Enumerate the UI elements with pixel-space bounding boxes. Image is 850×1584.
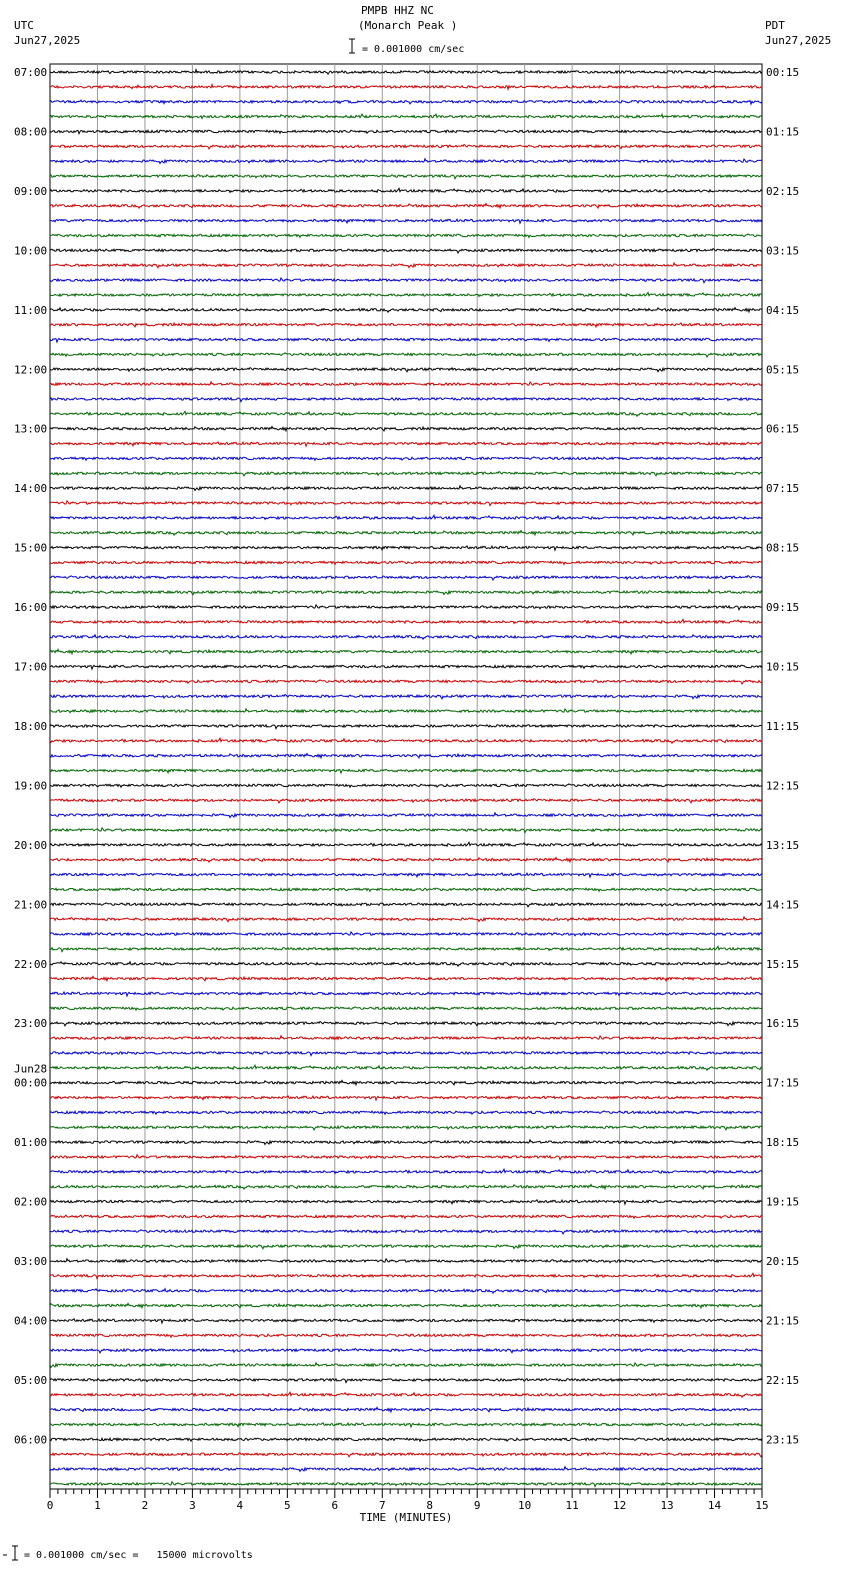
trace <box>50 1036 762 1040</box>
trace <box>50 754 762 758</box>
plot-frame <box>50 64 762 1489</box>
utc-hour-label: 21:00 <box>14 898 48 912</box>
trace <box>50 278 762 283</box>
pdt-hour-label: 21:15 <box>766 1314 800 1328</box>
grid <box>50 64 762 1489</box>
x-tick-label: 14 <box>707 1499 722 1512</box>
utc-hour-label: 04:00 <box>14 1314 48 1328</box>
trace <box>50 1111 762 1114</box>
trace <box>50 531 762 536</box>
utc-hour-label: 23:00 <box>14 1017 48 1031</box>
utc-hour-label: 10:00 <box>14 244 48 258</box>
trace <box>50 738 762 743</box>
utc-hour-label: 08:00 <box>14 125 48 139</box>
trace <box>50 1052 762 1056</box>
pdt-hour-label: 16:15 <box>766 1017 800 1031</box>
trace <box>50 799 762 803</box>
trace <box>50 398 762 402</box>
footer-scale-bar-icon <box>3 1546 18 1560</box>
trace <box>50 932 762 936</box>
station-location: (Monarch Peak ) <box>358 19 458 32</box>
x-tick-label: 3 <box>189 1499 196 1512</box>
x-axis-label: TIME (MINUTES) <box>359 1511 453 1524</box>
x-tick-label: 4 <box>236 1499 244 1512</box>
trace <box>50 145 762 149</box>
x-tick-label: 6 <box>331 1499 339 1512</box>
trace <box>50 1273 762 1278</box>
trace <box>50 888 762 891</box>
trace <box>50 411 762 416</box>
trace <box>50 249 762 253</box>
trace <box>50 1407 762 1411</box>
station-title: PMPB HHZ NC <box>361 4 434 17</box>
trace <box>50 1334 762 1337</box>
left-timezone: UTC <box>14 19 34 32</box>
utc-hour-label: 00:00 <box>14 1076 48 1090</box>
utc-hour-label: 01:00 <box>14 1136 48 1150</box>
utc-hour-label: 20:00 <box>14 838 48 852</box>
utc-hour-label: 05:00 <box>14 1373 48 1387</box>
trace <box>50 619 762 623</box>
pdt-hour-label: 07:15 <box>766 482 800 496</box>
x-tick-label: 11 <box>565 1499 579 1512</box>
trace <box>50 1259 762 1263</box>
trace <box>50 70 762 75</box>
pdt-hour-label: 18:15 <box>766 1136 800 1150</box>
trace <box>50 1453 762 1457</box>
trace <box>50 1289 762 1294</box>
trace <box>50 917 762 922</box>
x-tick-label: 13 <box>660 1499 674 1512</box>
trace <box>50 1423 762 1427</box>
trace <box>50 1096 762 1100</box>
pdt-hour-label: 11:15 <box>766 719 800 733</box>
utc-hour-label: 03:00 <box>14 1255 48 1268</box>
trace <box>50 1126 762 1130</box>
x-tick-label: 8 <box>426 1499 434 1512</box>
right-date: Jun27,2025 <box>765 34 832 47</box>
trace <box>50 159 762 164</box>
trace <box>50 442 762 446</box>
utc-hour-label: 06:00 <box>14 1433 48 1447</box>
utc-hour-label: 02:00 <box>14 1195 48 1209</box>
trace <box>50 292 762 296</box>
x-tick-label: 12 <box>612 1499 627 1512</box>
trace <box>50 680 762 684</box>
trace <box>50 962 762 966</box>
trace <box>50 501 762 506</box>
scale-bar-icon <box>349 39 355 53</box>
trace <box>50 605 762 610</box>
trace <box>50 695 762 699</box>
trace <box>50 649 762 654</box>
pdt-hour-label: 02:15 <box>766 184 800 198</box>
x-tick-label: 7 <box>378 1499 386 1512</box>
trace <box>50 1363 762 1368</box>
pdt-hour-label: 17:15 <box>766 1076 800 1090</box>
trace <box>50 368 762 372</box>
trace <box>50 1438 762 1441</box>
x-tick-label: 0 <box>46 1499 54 1512</box>
pdt-hour-label: 10:15 <box>766 660 800 674</box>
trace <box>50 1303 762 1307</box>
trace <box>50 1022 762 1026</box>
trace <box>50 1482 762 1487</box>
pdt-hour-label: 12:15 <box>766 779 800 793</box>
left-date: Jun27,2025 <box>14 34 81 47</box>
trace <box>50 85 762 90</box>
trace <box>50 1140 762 1145</box>
pdt-hour-label: 04:15 <box>766 303 800 317</box>
trace <box>50 188 762 192</box>
utc-hour-label: 13:00 <box>14 422 48 436</box>
trace <box>50 873 762 877</box>
trace <box>50 175 762 179</box>
utc-hour-label: 14:00 <box>14 482 48 496</box>
x-axis <box>47 1489 769 1524</box>
pdt-hour-label: 13:15 <box>766 838 800 852</box>
x-tick-label: 1 <box>94 1499 101 1512</box>
trace <box>50 323 762 327</box>
trace <box>50 219 762 223</box>
trace <box>50 1392 762 1397</box>
trace <box>50 561 762 564</box>
trace <box>50 427 762 431</box>
pdt-hour-label: 14:15 <box>766 898 800 912</box>
trace <box>50 903 762 907</box>
trace <box>50 1230 762 1234</box>
trace <box>50 1379 762 1383</box>
trace <box>50 976 762 980</box>
x-tick-label: 5 <box>284 1499 291 1512</box>
pdt-hour-label: 03:15 <box>766 244 800 258</box>
trace <box>50 1349 762 1353</box>
right-timezone: PDT <box>765 19 785 32</box>
trace <box>50 842 762 846</box>
trace <box>50 546 762 550</box>
x-tick-label: 10 <box>518 1499 532 1512</box>
pdt-hour-label: 00:15 <box>766 66 800 79</box>
trace <box>50 382 762 386</box>
pdt-hour-label: 15:15 <box>766 957 800 971</box>
x-tick-label: 2 <box>141 1499 149 1512</box>
trace <box>50 234 762 237</box>
trace <box>50 308 762 313</box>
trace <box>50 457 762 460</box>
scale-text: = 0.001000 cm/sec <box>362 44 465 55</box>
day-change-label: Jun28 <box>14 1062 48 1076</box>
trace <box>50 1215 762 1218</box>
traces <box>50 70 762 1487</box>
trace <box>50 1185 762 1190</box>
x-tick-label: 15 <box>755 1499 769 1512</box>
utc-hour-label: 07:00 <box>14 66 48 79</box>
utc-hour-label: 22:00 <box>14 957 48 971</box>
utc-hour-label: 09:00 <box>14 184 48 198</box>
trace <box>50 992 762 996</box>
trace <box>50 635 762 639</box>
pdt-hour-label: 19:15 <box>766 1195 800 1209</box>
trace <box>50 813 762 818</box>
trace <box>50 472 762 476</box>
trace <box>50 590 762 595</box>
pdt-hour-label: 06:15 <box>766 422 800 436</box>
utc-hour-label: 17:00 <box>14 660 48 674</box>
trace <box>50 709 762 713</box>
trace <box>50 1007 762 1010</box>
trace <box>50 353 762 357</box>
trace <box>50 769 762 773</box>
trace <box>50 515 762 519</box>
utc-hour-label: 11:00 <box>14 303 48 317</box>
trace <box>50 1319 762 1323</box>
utc-hour-label: 15:00 <box>14 541 48 555</box>
trace <box>50 858 762 863</box>
pdt-hour-label: 09:15 <box>766 601 800 615</box>
footer-scale-note: = 0.001000 cm/sec = 15000 microvolts <box>24 1550 253 1561</box>
trace <box>50 1244 762 1248</box>
trace <box>50 100 762 104</box>
trace <box>50 1081 762 1085</box>
utc-hour-label: 18:00 <box>14 719 48 733</box>
trace <box>50 946 762 951</box>
trace <box>50 665 762 669</box>
trace <box>50 263 762 268</box>
utc-hour-label: 12:00 <box>14 363 48 377</box>
trace <box>50 1065 762 1070</box>
trace <box>50 1155 762 1160</box>
trace <box>50 725 762 729</box>
trace <box>50 1200 762 1204</box>
trace <box>50 114 762 118</box>
trace <box>50 486 762 491</box>
trace <box>50 828 762 833</box>
trace <box>50 338 762 342</box>
pdt-hour-label: 08:15 <box>766 541 800 555</box>
utc-hour-label: 16:00 <box>14 601 48 615</box>
trace <box>50 204 762 209</box>
trace <box>50 576 762 580</box>
x-tick-label: 9 <box>473 1499 481 1512</box>
pdt-hour-label: 23:15 <box>766 1433 800 1447</box>
trace <box>50 1169 762 1173</box>
trace <box>50 130 762 134</box>
trace <box>50 784 762 787</box>
pdt-hour-label: 05:15 <box>766 363 800 377</box>
trace <box>50 1467 762 1472</box>
pdt-hour-label: 22:15 <box>766 1373 800 1387</box>
pdt-hour-label: 20:15 <box>766 1255 800 1268</box>
pdt-hour-label: 01:15 <box>766 125 800 139</box>
utc-hour-label: 19:00 <box>14 779 48 793</box>
